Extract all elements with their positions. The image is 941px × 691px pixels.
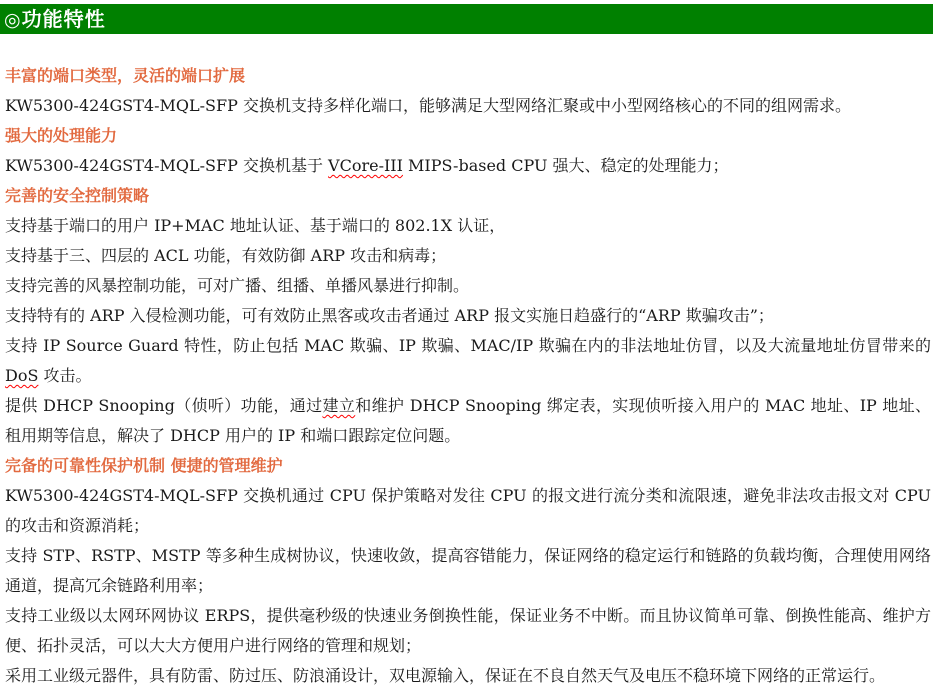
paragraph-text: 支持 IP Source Guard 特性，防止包括 MAC 欺骗、IP 欺骗、MAC/IP 欺骗在内的非法地址仿冒，以及大流量地址仿冒带来的 — [5, 336, 931, 355]
misspelled-word: 建立 — [322, 396, 356, 415]
paragraph — [5, 391, 931, 451]
paragraph: KW5300-424GST4-MQL-SFP 交换机支持多样化端口，能够满足大型网络汇聚或中小型网络核心的不同的组网需求。 — [5, 96, 851, 115]
paragraph-text: 提供 DHCP Snooping（侦听）功能，通过 — [5, 396, 323, 415]
paragraph: 支持工业级以太网环网协议 ERPS，提供毫秒级的快速业务倒换性能，保证业务不中断。而且协议简单可靠、倒换性能高、维护方便、拓扑灵活，可以大大方便用户进行网络的管理和规划； — [5, 606, 931, 655]
section-heading: 强大的处理能力 — [5, 126, 118, 145]
paragraph: 支持特有的 ARP 入侵检测功能，可有效防止黑客或攻击者通过 ARP 报文实施日趋盛行的“ARP 欺骗攻击”； — [5, 306, 774, 325]
misspelled-word: DoS — [5, 366, 39, 385]
section-heading: 完备的可靠性保护机制 便捷的管理维护 — [5, 456, 283, 475]
paragraph: 支持 STP、RSTP、MSTP 等多种生成树协议，快速收敛，提高容错能力，保证网络的稳定运行和链路的负载均衡，合理使用网络通道，提高冗余链路利用率； — [5, 546, 931, 595]
feature-section-security — [5, 181, 931, 451]
paragraph — [5, 331, 931, 391]
paragraph-text: MIPS-based CPU 强大、稳定的处理能力； — [402, 156, 729, 175]
document-body — [0, 34, 941, 691]
paragraph: 支持基于端口的用户 IP+MAC 地址认证、基于端口的 802.1X 认证， — [5, 216, 506, 235]
misspelled-word: VCore-III — [328, 156, 403, 175]
feature-section-ports — [5, 61, 931, 121]
feature-section-processing — [5, 121, 931, 181]
feature-section-reliability — [5, 451, 931, 691]
bullseye-icon: ◎ — [4, 9, 22, 31]
paragraph: 支持基于三、四层的 ACL 功能，有效防御 ARP 攻击和病毒； — [5, 246, 447, 265]
paragraph-text: KW5300-424GST4-MQL-SFP 交换机基于 — [5, 156, 329, 175]
section-heading: 完善的安全控制策略 — [5, 186, 150, 205]
paragraph-text: 攻击。 — [38, 366, 92, 385]
paragraph: KW5300-424GST4-MQL-SFP 交换机通过 CPU 保护策略对发往 CPU 的报文进行流分类和流限速，避免非法攻击报文对 CPU 的攻击和资源消耗； — [5, 486, 931, 535]
page-title: 功能特性 — [21, 7, 106, 31]
paragraph: 支持完善的风暴控制功能，可对广播、组播、单播风暴进行抑制。 — [5, 276, 470, 295]
paragraph — [5, 151, 931, 181]
page-banner — [0, 4, 933, 34]
paragraph-text: 和维护 DHCP Snooping 绑定表，实现侦听接入用户的 MAC 地址、IP 地址、租用期等信息，解决了 DHCP 用户的 IP 和端口跟踪定位问题。 — [5, 396, 931, 445]
section-heading: 丰富的端口类型，灵活的端口扩展 — [5, 66, 246, 85]
paragraph: 采用工业级元器件，具有防雷、防过压、防浪涌设计，双电源输入，保证在不良自然天气及电压不稳环境下网络的正常运行。 — [5, 666, 886, 685]
